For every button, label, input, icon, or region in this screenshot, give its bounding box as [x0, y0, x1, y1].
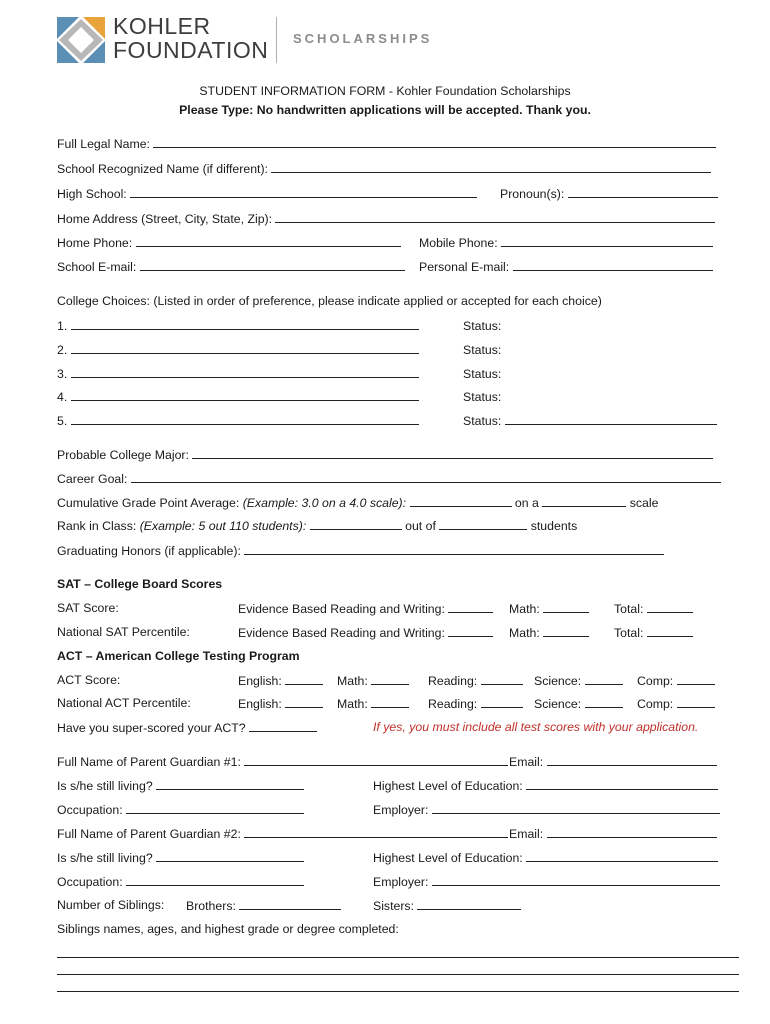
guardian1-occupation-field[interactable] — [126, 802, 304, 814]
sat-ebrw-field[interactable] — [448, 601, 493, 613]
act-superscore-field[interactable] — [249, 720, 317, 732]
mobile-phone-row: Mobile Phone: — [419, 235, 713, 250]
school-email-field[interactable] — [140, 259, 405, 271]
act-english-percentile: English: — [238, 696, 323, 711]
sat-total: Total: — [614, 601, 693, 616]
rank-row: Rank in Class: (Example: 5 out 110 students): out of students — [57, 519, 578, 533]
college-choice-2: 2. — [57, 342, 419, 357]
college-choice-field[interactable] — [71, 342, 419, 354]
guardian2-email-field[interactable] — [547, 826, 717, 838]
honors-field[interactable] — [244, 543, 664, 555]
full-legal-name-row: Full Legal Name: — [57, 136, 716, 151]
act-comp-percentile-field[interactable] — [677, 696, 715, 708]
high-school-field[interactable] — [130, 186, 477, 198]
school-email-row: School E-mail: — [57, 259, 405, 274]
guardian2-living-row: Is s/he still living? — [57, 850, 304, 865]
brothers-field[interactable] — [239, 898, 341, 910]
guardian2-email-row: Email: — [509, 826, 717, 841]
rank-field[interactable] — [310, 518, 402, 530]
major-field[interactable] — [192, 447, 713, 459]
guardian2-living-field[interactable] — [156, 850, 304, 862]
sat-total-percentile-field[interactable] — [647, 625, 693, 637]
sat-math-percentile: Math: — [509, 625, 589, 640]
class-size-field[interactable] — [439, 518, 527, 530]
college-choice-field[interactable] — [71, 389, 419, 401]
guardian2-name-field[interactable] — [244, 826, 508, 838]
college-choice-3: 3. — [57, 366, 419, 381]
act-science: Science: — [534, 673, 623, 688]
guardian1-education-row: Highest Level of Education: — [373, 778, 718, 793]
college-status-1: Status: — [463, 318, 717, 333]
pronouns-field[interactable] — [568, 186, 718, 198]
school-name-row: School Recognized Name (if different): — [57, 161, 711, 176]
career-field[interactable] — [131, 471, 721, 483]
siblings-details-line-3[interactable] — [57, 991, 739, 992]
college-choice-field[interactable] — [71, 366, 419, 378]
act-math-percentile-field[interactable] — [371, 696, 409, 708]
siblings-sisters-row: Sisters: — [373, 898, 521, 913]
siblings-number-label: Number of Siblings: — [57, 898, 165, 912]
pronouns-row: Pronoun(s): — [500, 186, 718, 201]
scholarships-tagline: SCHOLARSHIPS — [293, 31, 433, 46]
kohler-logo — [57, 13, 269, 63]
full-legal-name-field[interactable] — [153, 136, 716, 148]
home-phone-row: Home Phone: — [57, 235, 401, 250]
act-english-percentile-field[interactable] — [285, 696, 323, 708]
college-choice-field[interactable] — [71, 413, 419, 425]
guardian2-occupation-row: Occupation: — [57, 874, 304, 889]
sisters-field[interactable] — [417, 898, 521, 910]
college-status-2: Status: — [463, 342, 717, 357]
guardian2-occupation-field[interactable] — [126, 874, 304, 886]
sat-math-field[interactable] — [543, 601, 589, 613]
sat-ebrw-percentile-field[interactable] — [448, 625, 493, 637]
college-status-field[interactable] — [505, 389, 717, 401]
college-choice-5: 5. — [57, 413, 419, 428]
gpa-row: Cumulative Grade Point Average: (Example: 3.0 on a 4.0 scale): on a scale — [57, 496, 659, 510]
act-reading-percentile-field[interactable] — [481, 696, 523, 708]
logo-divider — [276, 17, 277, 63]
act-score-label: ACT Score: — [57, 673, 121, 687]
gpa-scale-field[interactable] — [542, 495, 626, 507]
sat-math-percentile-field[interactable] — [543, 625, 589, 637]
college-status-3: Status: — [463, 366, 717, 381]
guardian1-name-field[interactable] — [244, 754, 508, 766]
guardian1-education-field[interactable] — [526, 778, 718, 790]
college-choice-1: 1. — [57, 318, 419, 333]
school-name-field[interactable] — [271, 161, 711, 173]
college-status-field[interactable] — [505, 413, 717, 425]
act-comp-field[interactable] — [677, 673, 715, 685]
college-status-field[interactable] — [505, 342, 717, 354]
sat-ebrw-percentile: Evidence Based Reading and Writing: — [238, 625, 493, 640]
personal-email-row: Personal E-mail: — [419, 259, 713, 274]
form-subtitle: Please Type: No handwritten applications will be accepted. Thank you. — [179, 103, 591, 117]
college-choices-intro: College Choices: (Listed in order of preference, please indicate applied or accepted for each choice) — [57, 294, 602, 308]
guardian1-email-field[interactable] — [547, 754, 717, 766]
college-status-4: Status: — [463, 389, 717, 404]
siblings-details-line-2[interactable] — [57, 974, 739, 975]
sat-total-field[interactable] — [647, 601, 693, 613]
act-english: English: — [238, 673, 323, 688]
honors-row: Graduating Honors (if applicable): — [57, 543, 664, 558]
college-status-field[interactable] — [505, 318, 717, 330]
high-school-row: High School: — [57, 186, 477, 201]
guardian1-employer-row: Employer: — [373, 802, 720, 817]
act-reading-field[interactable] — [481, 673, 523, 685]
siblings-details-line-1[interactable] — [57, 957, 739, 958]
act-superscore-row: Have you super-scored your ACT? — [57, 720, 317, 735]
guardian1-employer-field[interactable] — [432, 802, 720, 814]
home-address-field[interactable] — [275, 211, 715, 223]
guardian1-email-row: Email: — [509, 754, 717, 769]
guardian1-living-row: Is s/he still living? — [57, 778, 304, 793]
sat-score-label: SAT Score: — [57, 601, 119, 615]
guardian2-employer-field[interactable] — [432, 874, 720, 886]
career-row: Career Goal: — [57, 471, 721, 486]
act-math: Math: — [337, 673, 409, 688]
act-english-field[interactable] — [285, 673, 323, 685]
sat-math: Math: — [509, 601, 589, 616]
act-comp: Comp: — [637, 673, 715, 688]
act-science-percentile-field[interactable] — [585, 696, 623, 708]
college-status-field[interactable] — [505, 366, 717, 378]
act-math-percentile: Math: — [337, 696, 409, 711]
act-math-field[interactable] — [371, 673, 409, 685]
sat-heading: SAT – College Board Scores — [57, 577, 223, 591]
guardian1-living-field[interactable] — [156, 778, 304, 790]
college-choice-4: 4. — [57, 389, 419, 404]
guardian2-education-field[interactable] — [526, 850, 718, 862]
act-reading-percentile: Reading: — [428, 696, 523, 711]
home-address-row: Home Address (Street, City, State, Zip): — [57, 211, 715, 226]
guardian2-education-row: Highest Level of Education: — [373, 850, 718, 865]
gpa-field[interactable] — [410, 495, 512, 507]
act-percentile-label: National ACT Percentile: — [57, 696, 191, 710]
logo-line1: KOHLER — [113, 13, 211, 39]
guardian2-row: Full Name of Parent Guardian #2: — [57, 826, 508, 841]
personal-email-field[interactable] — [513, 259, 713, 271]
sat-percentile-label: National SAT Percentile: — [57, 625, 190, 639]
act-science-field[interactable] — [585, 673, 623, 685]
siblings-brothers-row: Brothers: — [186, 898, 341, 913]
guardian1-row: Full Name of Parent Guardian #1: — [57, 754, 508, 769]
logo-line2: FOUNDATION — [113, 37, 269, 63]
sat-ebrw: Evidence Based Reading and Writing: — [238, 601, 493, 616]
mobile-phone-field[interactable] — [501, 235, 713, 247]
act-reading: Reading: — [428, 673, 523, 688]
home-phone-field[interactable] — [136, 235, 401, 247]
guardian2-employer-row: Employer: — [373, 874, 720, 889]
sat-total-percentile: Total: — [614, 625, 693, 640]
guardian1-occupation-row: Occupation: — [57, 802, 304, 817]
major-row: Probable College Major: — [57, 447, 713, 462]
kohler-diamond-icon — [57, 17, 105, 63]
college-status-5: Status: — [463, 413, 717, 428]
form-title: STUDENT INFORMATION FORM - Kohler Foundation Scholarships — [199, 84, 571, 98]
act-comp-percentile: Comp: — [637, 696, 715, 711]
college-choice-field[interactable] — [71, 318, 419, 330]
act-heading: ACT – American College Testing Program — [57, 649, 300, 663]
siblings-details-label: Siblings names, ages, and highest grade or degree completed: — [57, 922, 399, 936]
act-superscore-note: If yes, you must include all test scores with your application. — [373, 720, 699, 734]
act-science-percentile: Science: — [534, 696, 623, 711]
